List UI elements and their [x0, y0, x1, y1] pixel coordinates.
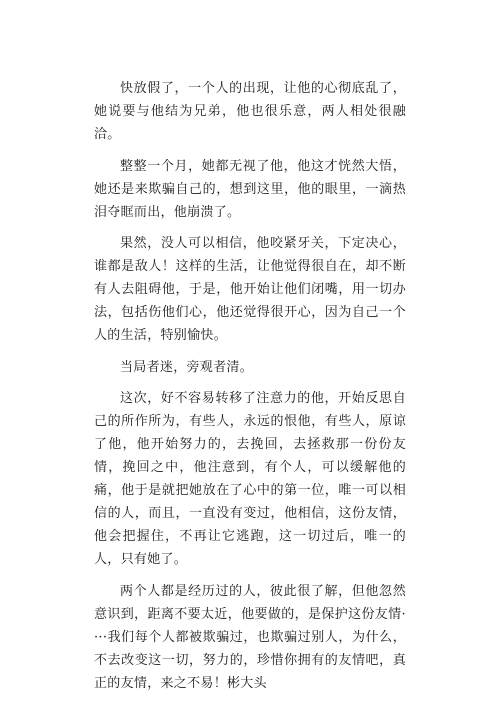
- paragraph-3: 果然，没人可以相信，他咬紧牙关，下定决心，谁都是敌人！这样的生活，让他觉得很自在，却不断有人去阻碍他，于是，他开始让他们闭嘴，用一切办法，包括伤他们心，他还觉得很开心，因为自己一个人的生活，特别愉快。: [94, 236, 406, 343]
- paragraph-5: 这次，好不容易转移了注意力的他，开始反思自己的所作所为，有些人，永远的恨他，有些人，原谅了他，他开始努力的，去挽回，去拯救那一份份友情，挽回之中，他注意到，有个人，可以缓解他的痛，他于是就把她放在了心中的第一位，唯一可以相信的人，而且，一直没有变过，他相信，这份友情，他会把握住，不再让它逃跑，这一切过后，唯一的人，只有她了。: [94, 391, 406, 567]
- paragraph-2: 整整一个月，她都无视了他，他这才恍然大悟，她还是来欺骗自己的，想到这里，他的眼里，一滴热泪夺眶而出，他崩溃了。: [94, 158, 406, 220]
- paragraph-4: 当局者迷，旁观者清。: [120, 359, 254, 375]
- paragraph-6: 两个人都是经历过的人，彼此很了解，但他忽然意识到，距离不要太近，他要做的，是保护这份友情····我们每个人都被欺骗过，也欺骗过别人，为什么，不去改变这一切，努力的，珍惜你拥有的友情吧，真正的友情，来之不易！彬大头: [94, 583, 406, 691]
- paragraph-1: 快放假了，一个人的出现，让他的心彻底乱了，她说要与他结为兄弟，他也很乐意，两人相处很融洽。: [94, 81, 406, 142]
- document-body: [94, 77, 406, 703]
